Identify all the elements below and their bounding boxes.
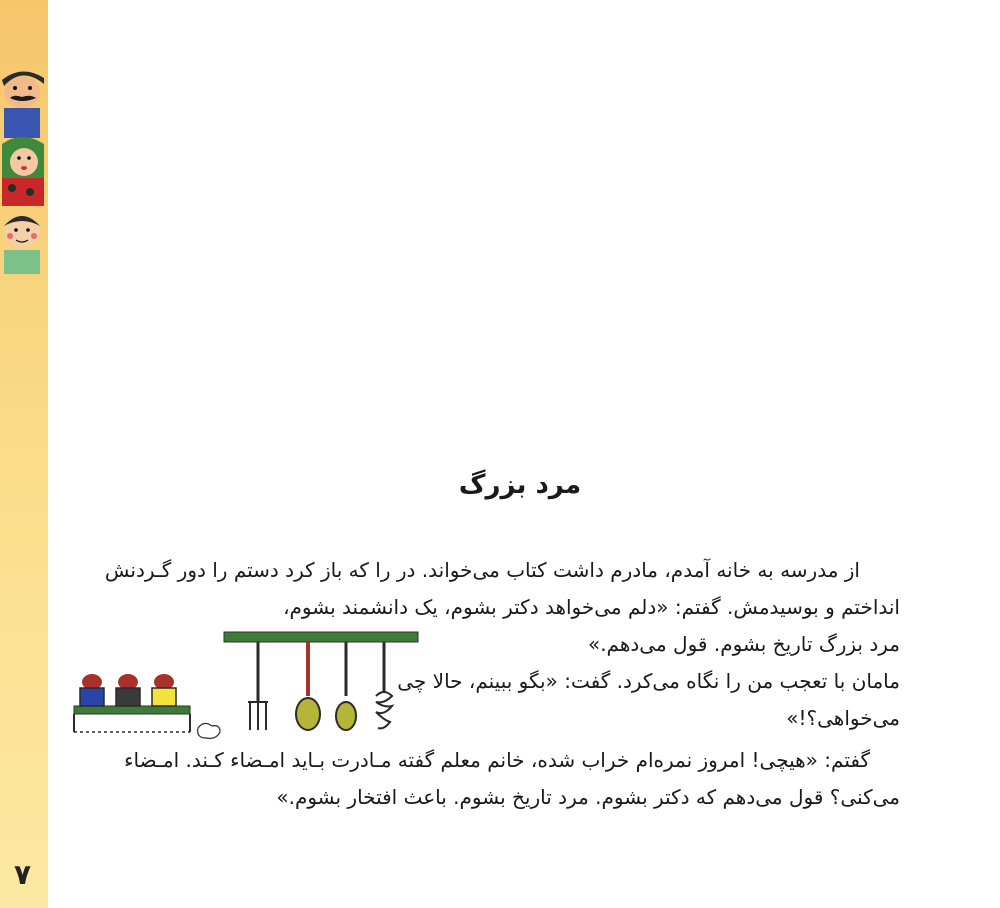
story-line-3: مرد بزرگ تاریخ بشوم. قول می‌دهم.» xyxy=(587,632,900,656)
story-line-4: مامان با تعجب من را نگاه می‌کرد. گفت: «بگو ببینم، حالا چی xyxy=(397,669,900,693)
page-number: ۷ xyxy=(14,858,32,891)
family-characters-illustration xyxy=(0,70,48,280)
story-title: مرد بزرگ xyxy=(458,470,582,500)
story-line-2: انداختم و بوسیدمش. گفتم: «دلم می‌خواهد دکتر بشوم، یک دانشمند بشوم، xyxy=(283,595,900,619)
story-line-6: گفتم: «هیچی! امروز نمره‌ام خراب شده، خانم معلم گفته مـادرت بـاید امـضاء کـند. امـضاء xyxy=(124,748,870,772)
kitchen-utensils-illustration xyxy=(212,626,428,734)
decorative-side-strip xyxy=(0,0,48,908)
story-line-1: از مدرسه به خانه آمدم، مادرم داشت کتاب می‌خواند. در را که باز کرد دستم را دور گـردنش xyxy=(104,558,860,582)
story-line-7: می‌کنی؟ قول می‌دهم که دکتر بشوم. مرد تاریخ بشوم. باعث افتخار بشوم.» xyxy=(276,785,900,809)
spice-jars-illustration xyxy=(70,662,230,746)
story-line-5: می‌خواهی؟!» xyxy=(786,706,900,730)
